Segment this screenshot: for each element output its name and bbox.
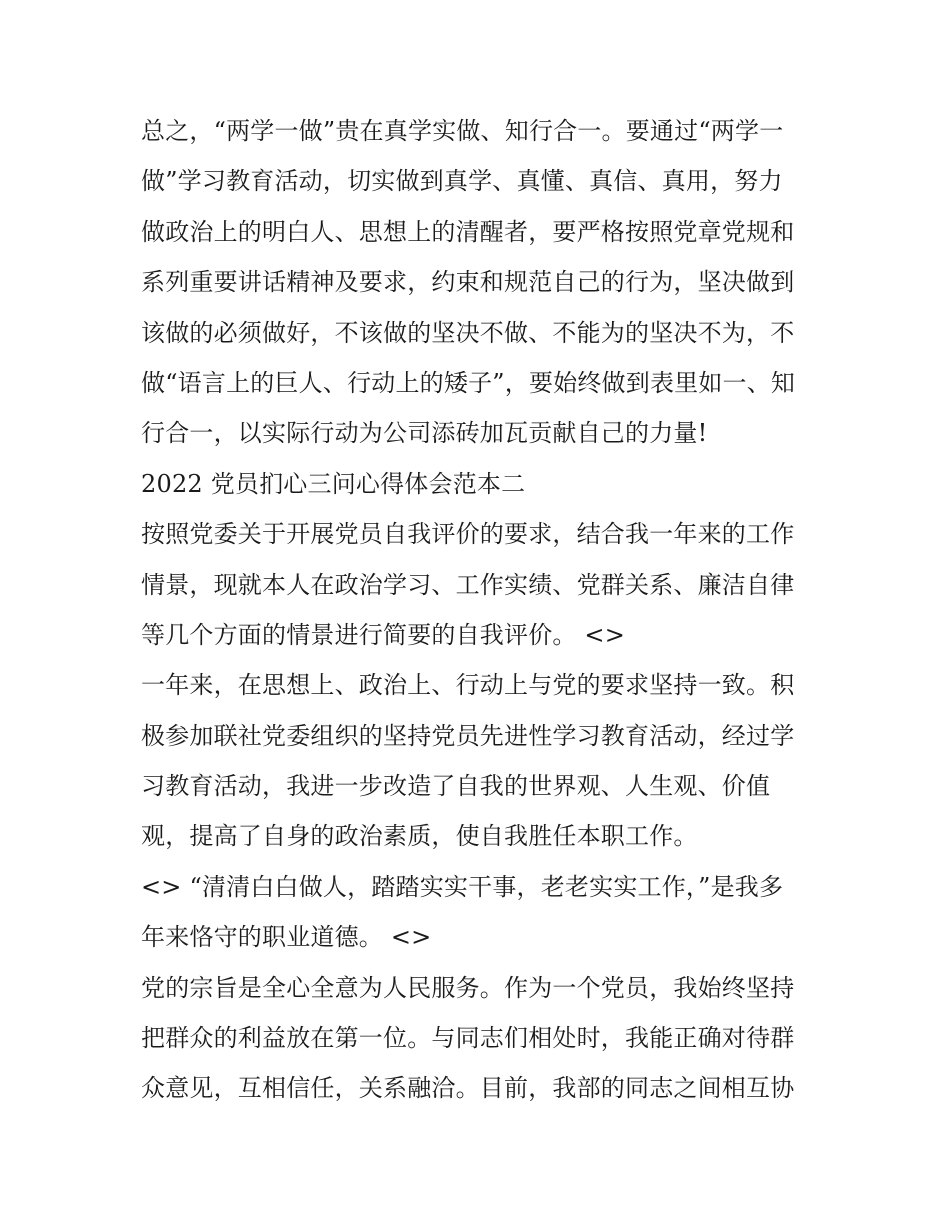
text-line: 总之，“两学一做”贵在真学实做、知行合一。要通过“两学一 — [141, 117, 784, 145]
text-line: 做”学习教育活动，切实做到真学、真懂、真信、真用，努力 — [141, 167, 783, 196]
text-line: 一年来，在思想上、政治上、行动上与党的要求坚持一致。积 — [141, 671, 795, 700]
text-line: 把群众的利益放在第一位。与同志们相处时，我能正确对待群 — [141, 1024, 795, 1053]
text-line: 党的宗旨是全心全意为人民服务。作为一个党员，我始终坚持 — [141, 973, 795, 1002]
text-line: 按照党委关于开展党员自我评价的要求，结合我一年来的工作 — [141, 520, 795, 549]
text-line: 做“语言上的巨人、行动上的矮子”，要始终做到表里如一、知 — [141, 368, 796, 397]
section-heading: 2022 党员扪心三问心得体会范本二 — [141, 469, 526, 498]
text-line: 等几个方面的情景进行简要的自我评价。 <> — [141, 620, 626, 649]
text-line: 年来恪守的职业道德。 <> — [141, 923, 432, 952]
text-line: 众意见，互相信任，关系融洽。目前，我部的同志之间相互协 — [141, 1074, 795, 1103]
text-line: 行合一，以实际行动为公司添砖加瓦贡献自己的力量! — [141, 419, 708, 448]
document-body — [141, 106, 821, 1114]
text-line: 做政治上的明白人、思想上的清醒者，要严格按照党章党规和 — [141, 217, 795, 246]
text-line: <> “清清白白做人，踏踏实实干事，老老实实工作，”是我多 — [141, 872, 784, 901]
text-line: 习教育活动，我进一步改造了自我的世界观、人生观、价值 — [141, 772, 771, 801]
text-line: 系列重要讲话精神及要求，约束和规范自己的行为，坚决做到 — [141, 268, 795, 297]
text-line: 该做的必须做好，不该做的坚决不做、不能为的坚决不为，不 — [141, 318, 795, 347]
text-line: 情景，现就本人在政治学习、工作实绩、党群关系、廉洁自律 — [141, 570, 795, 599]
text-line: 观，提高了自身的政治素质，使自我胜任本职工作。 — [141, 822, 698, 851]
text-line: 极参加联社党委组织的坚持党员先进性学习教育活动，经过学 — [141, 721, 795, 750]
